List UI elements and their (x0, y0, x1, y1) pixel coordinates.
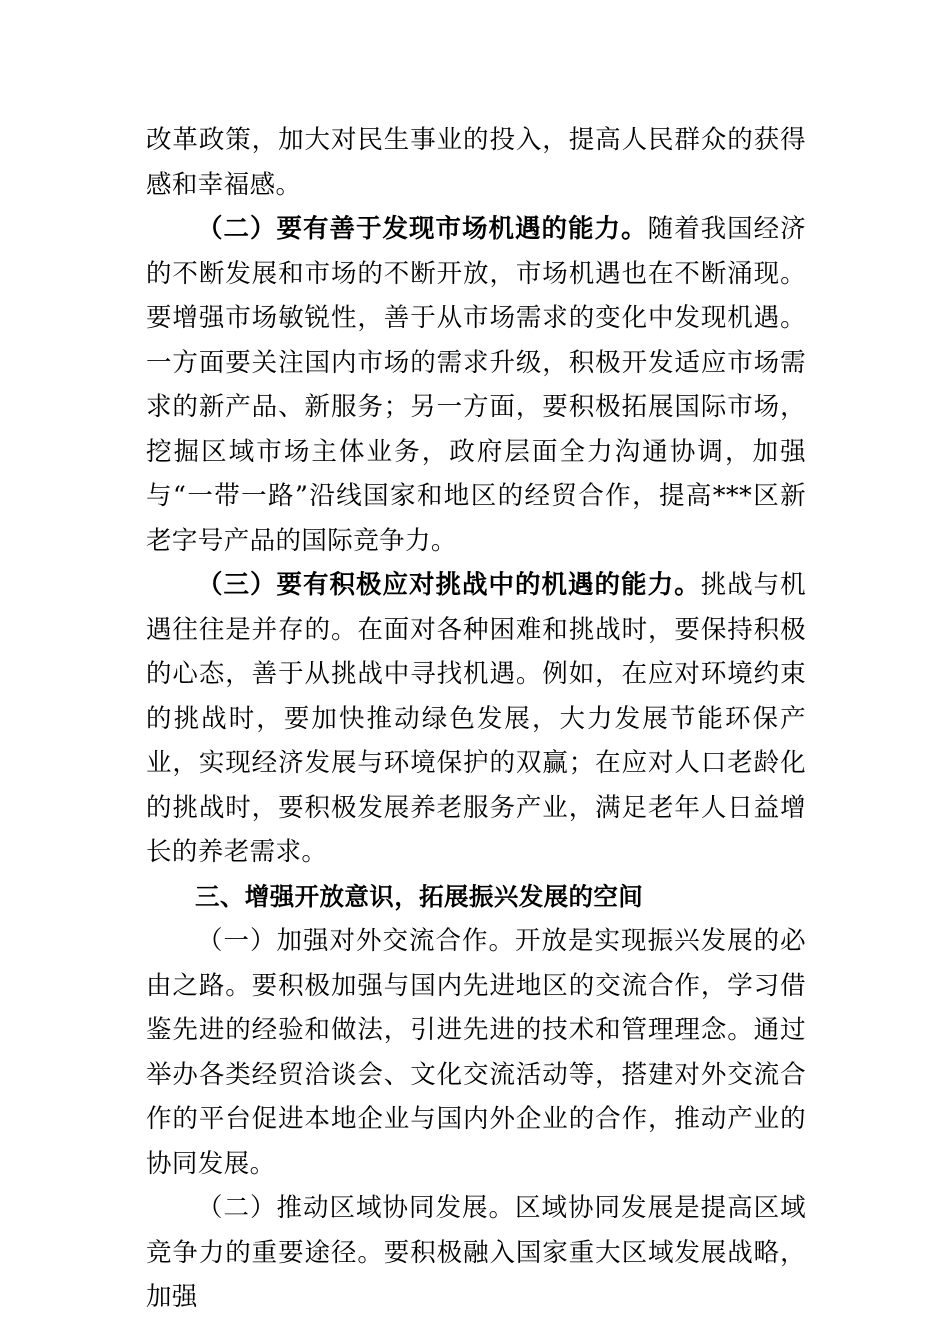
paragraph-external-cooperation (146, 919, 806, 1186)
paragraph-text: 开放是实现振兴发展的必由之路。要积极加强与国内先进地区的交流合作，学习借鉴先进的经验和做法，引进先进的技术和管理理念。通过举办各类经贸洽谈会、文化交流活动等，搭建对外交流合作的平台促进本地企业与国内外企业的合作，推动产业的协同发展。 (146, 926, 806, 1179)
paragraph-text: 挑战与机遇往往是并存的。在面对各种困难和挑战时，要保持积极的心态，善于从挑战中寻找机遇。例如，在应对环境约束的挑战时，要加快推动绿色发展，大力发展节能环保产业，实现经济发展与环境保护的双赢；在应对人口老龄化的挑战时，要积极发展养老服务产业，满足老年人日益增长的养老需求。 (146, 570, 806, 867)
section-heading: 三、增强开放意识，拓展振兴发展的空间 (195, 881, 644, 911)
paragraph-text: 区域协同发展是提高区域竞争力的重要途径。要积极融入国家重大区域发展战略，加强 (146, 1193, 806, 1312)
paragraph-text: 改革政策，加大对民生事业的投入，提高人民群众的获得感和幸福感。 (146, 125, 806, 200)
paragraph-lead: （三）要有积极应对挑战中的机遇的能力。 (197, 570, 701, 600)
paragraph-lead: （二）推动区域协同发展。 (197, 1193, 516, 1223)
paragraph-regional-coordination (146, 1186, 806, 1320)
paragraph-lead: （一）加强对外交流合作。 (197, 926, 516, 956)
paragraph-lead: （二）要有善于发现市场机遇的能力。 (197, 214, 648, 244)
paragraph-challenge-opportunity (146, 563, 806, 875)
paragraph-market-opportunity (146, 207, 806, 563)
paragraph-continuation (146, 118, 806, 207)
paragraph-text: 随着我国经济的不断发展和市场的不断开放，市场机遇也在不断涌现。要增强市场敏锐性，善于从市场需求的变化中发现机遇。一方面要关注国内市场的需求升级，积极开发适应市场需求的新产品、新服务；另一方面，要积极拓展国际市场，挖掘区域市场主体业务，政府层面全力沟通协调，加强与“一带一路”沿线国家和地区的经贸合作，提高***区新老字号产品的国际竞争力。 (146, 214, 806, 556)
document-body (146, 118, 806, 1320)
